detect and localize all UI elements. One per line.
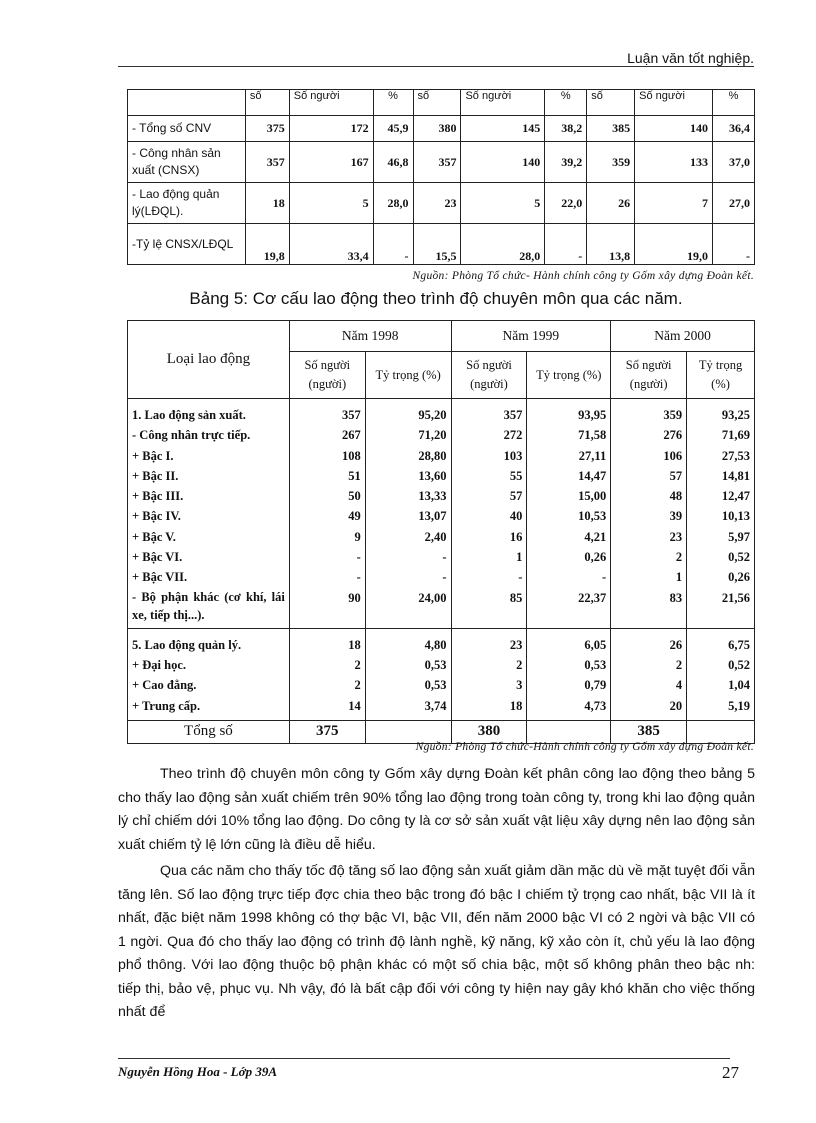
table2-cell: 2 bbox=[675, 550, 683, 565]
table2-cell: 276 bbox=[663, 428, 683, 443]
table1-header-row bbox=[128, 90, 755, 116]
table2-total-empty bbox=[687, 720, 755, 743]
table1-cell: 28,0 bbox=[461, 224, 545, 265]
table2-cell: 4 bbox=[675, 678, 683, 693]
table2-cell: 85 bbox=[509, 590, 523, 605]
table2-year-row bbox=[128, 321, 755, 352]
labor-summary-table bbox=[127, 89, 755, 265]
table2-cell: 2 bbox=[516, 657, 523, 672]
table1-cell: - bbox=[712, 224, 754, 265]
table2-cell: 55 bbox=[509, 468, 523, 483]
table2-cell: 57 bbox=[509, 489, 523, 504]
table2-cell: 14 bbox=[348, 698, 361, 713]
table2-cell: 3,74 bbox=[424, 698, 447, 713]
paragraph-text: Qua các năm cho thấy tốc độ tăng số lao động sản xuất giảm dần mặc dù về mặt tuyệt đối vẫn tăng lên. Số lao động trực tiếp đợc chia theo bậc trong đó bậc I chiếm tỷ trọng cao nhất, bậc VII là ít nhất, đặc biệt năm 1998 không có thợ bậc VI, bậc VII, đến năm 2000 bậc VI có 2 ngời và bậc VII có 1 ngời. Qua đó cho thấy lao động có trình độ lành nghề, kỹ năng, kỹ xảo còn ít, chủ yếu là lao động phổ thông. Với lao động thuộc bộ phận khác có một số chia bậc, một số không phân theo bậc nh: tiếp thị, bảo vệ, phục vụ. Nh vậy, đó là bất cập đối với công ty hiện nay gây khó khăn cho việc thống nhất để bbox=[118, 863, 755, 1020]
table2-cell: 16 bbox=[509, 529, 523, 544]
table2-subheader: Số người (người) bbox=[611, 352, 687, 399]
table2-cell: 1 bbox=[516, 550, 523, 565]
table1-cell: 172 bbox=[289, 116, 373, 142]
table2-total-empty bbox=[527, 720, 611, 743]
table2-subheader: Số người (người) bbox=[289, 352, 365, 399]
table2-cell: 71,69 bbox=[721, 428, 750, 443]
table2-col bbox=[365, 628, 451, 720]
table2-cell: 21,56 bbox=[721, 590, 750, 605]
table2-cell: 0,53 bbox=[424, 678, 447, 693]
table2-cell: 40 bbox=[509, 509, 523, 524]
table2-cell: 6,05 bbox=[584, 637, 607, 652]
table2-cell: 359 bbox=[663, 408, 683, 422]
table2-cell: 39 bbox=[669, 509, 683, 524]
table2-cell: 4,80 bbox=[424, 637, 447, 652]
table1-cell: 27,0 bbox=[712, 183, 754, 224]
table1-cell: 45,9 bbox=[373, 116, 413, 142]
table1-cell: 46,8 bbox=[373, 142, 413, 183]
table2-cell: 18 bbox=[509, 698, 523, 713]
table2-cell: 93,95 bbox=[578, 408, 607, 422]
table2-title: Bảng 5: Cơ cấu lao động theo trình độ chuyên môn qua các năm. bbox=[189, 289, 683, 308]
table2-cell: 4,21 bbox=[584, 529, 607, 544]
table1-cell: 33,4 bbox=[289, 224, 373, 265]
table2-source-note: Nguồn: Phòng Tổ chức-Hành chính công ty Gốm xây dựng Đoàn kết. bbox=[415, 741, 754, 753]
table2-cell: 14,81 bbox=[721, 468, 750, 483]
table2-cell: 2 bbox=[675, 657, 683, 672]
table2-cell: 15,00 bbox=[578, 489, 607, 504]
table2-section2-labels bbox=[128, 628, 290, 720]
table2-cell: 71,58 bbox=[578, 428, 607, 443]
table2-cell: - bbox=[442, 550, 447, 565]
table1-cell: 19,0 bbox=[635, 224, 713, 265]
table1-cell: 385 bbox=[587, 116, 635, 142]
table2-cell: 0,53 bbox=[424, 657, 447, 672]
table2-cell: - bbox=[518, 570, 523, 585]
table2-cell: 95,20 bbox=[418, 408, 447, 422]
table1-cell: 7 bbox=[635, 183, 713, 224]
footer-rule bbox=[118, 1058, 730, 1059]
table1-row bbox=[128, 224, 755, 265]
table1-header-cell: số bbox=[587, 90, 635, 116]
running-header: Luận văn tốt nghiệp. bbox=[627, 50, 754, 66]
table2-total-value: 380 bbox=[451, 720, 527, 743]
table1-header-cell: số bbox=[413, 90, 461, 116]
table1-cell: 359 bbox=[587, 142, 635, 183]
table2-cell: 0,53 bbox=[584, 657, 607, 672]
table1-row-label: -Tỷ lệ CNSX/LĐQL bbox=[128, 224, 246, 265]
table1-cell: - bbox=[373, 224, 413, 265]
table2-total-row bbox=[128, 720, 755, 743]
table2-cell: 71,20 bbox=[418, 428, 447, 443]
table2-col bbox=[527, 399, 611, 629]
table2-cell: 83 bbox=[669, 590, 683, 605]
table1-row bbox=[128, 116, 755, 142]
table2-cell: 51 bbox=[348, 468, 361, 483]
table1-row-label: - Công nhân sản xuất (CNSX) bbox=[128, 142, 246, 183]
table2-cell: 13,07 bbox=[418, 509, 447, 524]
table2-cell: 27,53 bbox=[721, 448, 750, 463]
table2-row-label: 1. Lao động sản xuất. bbox=[132, 408, 246, 422]
table1-cell: 15,5 bbox=[413, 224, 461, 265]
table2-cell: 5,97 bbox=[728, 529, 750, 544]
table2-total-value: 375 bbox=[289, 720, 365, 743]
table2-cell: 27,11 bbox=[578, 448, 607, 463]
table2-cell: 26 bbox=[669, 637, 683, 652]
table1-cell: 380 bbox=[413, 116, 461, 142]
table1-cell: 23 bbox=[413, 183, 461, 224]
table2-cell: 0,26 bbox=[728, 570, 750, 585]
table2-cell: 0,26 bbox=[584, 550, 607, 565]
table1-cell: 145 bbox=[461, 116, 545, 142]
table2-year-header: Năm 1998 bbox=[289, 321, 451, 352]
table2-cell: 357 bbox=[503, 408, 523, 422]
table1-cell: 5 bbox=[461, 183, 545, 224]
table2-row-label: - Bộ phận khác (cơ khí, lái xe, tiếp thị...). bbox=[132, 589, 285, 622]
paragraph-text: Theo trình độ chuyên môn công ty Gốm xây dựng Đoàn kết phân công lao động theo bảng 5 cho thấy lao động sản xuất chiếm trên 90% tổng lao động trong toàn công ty, trong khi lao động quản lý chỉ chiếm dới 10% tổng lao động. Do công ty là cơ sở sản xuất vật liệu xây dựng nên lao động sản xuất chiếm tỷ lệ lớn cũng là điều dễ hiểu. bbox=[118, 766, 755, 853]
table1-row-label: - Tổng số CNV bbox=[128, 116, 246, 142]
table2-total-value: 385 bbox=[611, 720, 687, 743]
table2-cell: 13,33 bbox=[418, 489, 447, 504]
table2-subheader: Tỷ trọng (%) bbox=[687, 352, 755, 399]
table2-col bbox=[687, 399, 755, 629]
table2-subheader: Tỷ trọng (%) bbox=[527, 352, 611, 399]
table2-cell: 9 bbox=[354, 529, 361, 544]
table1-header-cell: Số người bbox=[461, 90, 545, 116]
table1-header-cell: % bbox=[545, 90, 587, 116]
table2-cell: 3 bbox=[516, 678, 523, 693]
table1-cell: 5 bbox=[289, 183, 373, 224]
table2-cell: 12,47 bbox=[721, 489, 750, 504]
table2-cell: 48 bbox=[669, 489, 683, 504]
table1-cell: 18 bbox=[245, 183, 289, 224]
table2-cell: 22,37 bbox=[578, 590, 607, 605]
paragraph-1 bbox=[118, 763, 755, 857]
table2-col bbox=[289, 628, 365, 720]
table2-row-label: - Công nhân trực tiếp. bbox=[132, 428, 251, 443]
table2-row-label: + Bậc IV. bbox=[132, 509, 181, 524]
table2-cell: 28,80 bbox=[418, 448, 447, 463]
table2-col bbox=[687, 628, 755, 720]
table2-cell: - bbox=[602, 570, 607, 585]
table2-cell: - bbox=[356, 570, 361, 585]
page-number: 27 bbox=[722, 1063, 739, 1082]
table1-cell: 167 bbox=[289, 142, 373, 183]
table2-cell: 106 bbox=[663, 448, 683, 463]
table1-row bbox=[128, 142, 755, 183]
table2-cell: 2,40 bbox=[424, 529, 447, 544]
table2-row-label: 5. Lao động quản lý. bbox=[132, 637, 242, 652]
table2-cell: 23 bbox=[509, 637, 523, 652]
table1-cell: 26 bbox=[587, 183, 635, 224]
table2-col bbox=[365, 399, 451, 629]
table2-cell: - bbox=[442, 570, 447, 585]
table2-subheader: Tỷ trọng (%) bbox=[365, 352, 451, 399]
table1-row bbox=[128, 183, 755, 224]
table2-section-production bbox=[128, 399, 755, 629]
table2-col bbox=[451, 628, 527, 720]
table1-cell: 375 bbox=[245, 116, 289, 142]
table2-cell: 108 bbox=[341, 448, 361, 463]
table2-subheader: Số người (người) bbox=[451, 352, 527, 399]
table2-cell: 1 bbox=[675, 570, 683, 585]
table2-cell: - bbox=[356, 550, 361, 565]
table2-col bbox=[611, 399, 687, 629]
table2-cell: 0,79 bbox=[584, 678, 607, 693]
table1-cell: 38,2 bbox=[545, 116, 587, 142]
footer-author: Nguyễn Hồng Hoa - Lớp 39A bbox=[118, 1064, 278, 1079]
table1-cell: 28,0 bbox=[373, 183, 413, 224]
table1-header-cell: % bbox=[712, 90, 754, 116]
labor-qualification-table bbox=[127, 320, 755, 744]
table2-cell: 2 bbox=[354, 678, 361, 693]
table2-row-label: + Bậc III. bbox=[132, 489, 184, 504]
table2-cell: 49 bbox=[348, 509, 361, 524]
table1-header-cell: số bbox=[245, 90, 289, 116]
table2-cell: 2 bbox=[354, 657, 361, 672]
table2-total-empty bbox=[365, 720, 451, 743]
table1-header-cell: Số người bbox=[289, 90, 373, 116]
table1-row-label: - Lao động quản lý(LĐQL). bbox=[128, 183, 246, 224]
table2-cell: 4,73 bbox=[584, 698, 607, 713]
table2-col bbox=[611, 628, 687, 720]
table2-cell: 103 bbox=[503, 448, 523, 463]
table2-row-label: + Bậc VII. bbox=[132, 570, 188, 585]
table2-cell: 0,52 bbox=[728, 550, 750, 565]
table2-col bbox=[289, 399, 365, 629]
table1-cell: 37,0 bbox=[712, 142, 754, 183]
table1-cell: 39,2 bbox=[545, 142, 587, 183]
table2-cell: 90 bbox=[348, 590, 361, 605]
table2-cell: 272 bbox=[503, 428, 523, 443]
table2-row-label: + Trung cấp. bbox=[132, 698, 201, 713]
table2-cell: 57 bbox=[669, 468, 683, 483]
table1-cell: 13,8 bbox=[587, 224, 635, 265]
table1-cell: 357 bbox=[413, 142, 461, 183]
table2-label-header: Loại lao động bbox=[128, 321, 290, 399]
table2-year-header: Năm 1999 bbox=[451, 321, 611, 352]
table2-cell: 93,25 bbox=[721, 408, 750, 422]
paragraph-2 bbox=[118, 860, 755, 1025]
table2-cell: 5,19 bbox=[728, 698, 750, 713]
table2-col bbox=[527, 628, 611, 720]
table1-header-cell: Số người bbox=[635, 90, 713, 116]
table2-cell: 267 bbox=[341, 428, 361, 443]
table1-cell: 22,0 bbox=[545, 183, 587, 224]
table1-cell: 140 bbox=[461, 142, 545, 183]
table2-row-label: + Bậc II. bbox=[132, 468, 179, 483]
table1-cell: 140 bbox=[635, 116, 713, 142]
table2-cell: 50 bbox=[348, 489, 361, 504]
table1-source-note: Nguồn: Phòng Tổ chức- Hành chính công ty Gốm xây dựng Đoàn kết. bbox=[412, 270, 754, 282]
table2-cell: 18 bbox=[348, 637, 361, 652]
table2-cell: 10,53 bbox=[578, 509, 607, 524]
table1-header-cell bbox=[128, 90, 246, 116]
table2-cell: 357 bbox=[341, 408, 361, 422]
table1-cell: 133 bbox=[635, 142, 713, 183]
table2-row-label: + Bậc I. bbox=[132, 448, 174, 463]
table2-section1-labels bbox=[128, 399, 290, 629]
header-rule bbox=[118, 66, 754, 67]
table2-total-label: Tổng số bbox=[128, 720, 290, 743]
table1-cell: 19,8 bbox=[245, 224, 289, 265]
table2-cell: 23 bbox=[669, 529, 683, 544]
table2-row-label: + Bậc V. bbox=[132, 529, 176, 544]
table2-year-header: Năm 2000 bbox=[611, 321, 755, 352]
table2-cell: 1,04 bbox=[728, 678, 750, 693]
table2-section-management bbox=[128, 628, 755, 720]
table1-cell: 36,4 bbox=[712, 116, 754, 142]
table2-cell: 20 bbox=[669, 698, 683, 713]
table2-row-label: + Bậc VI. bbox=[132, 550, 183, 565]
table1-header-cell: % bbox=[373, 90, 413, 116]
table1-cell: - bbox=[545, 224, 587, 265]
table2-cell: 0,52 bbox=[728, 657, 750, 672]
table1-cell: 357 bbox=[245, 142, 289, 183]
table2-cell: 24,00 bbox=[418, 590, 447, 605]
table2-row-label: + Cao đẳng. bbox=[132, 678, 197, 693]
table2-col bbox=[451, 399, 527, 629]
table2-cell: 14,47 bbox=[578, 468, 607, 483]
table2-cell: 13,60 bbox=[418, 468, 447, 483]
table2-row-label: + Đại học. bbox=[132, 657, 186, 672]
table2-cell: 10,13 bbox=[721, 509, 750, 524]
table2-cell: 6,75 bbox=[728, 637, 750, 652]
